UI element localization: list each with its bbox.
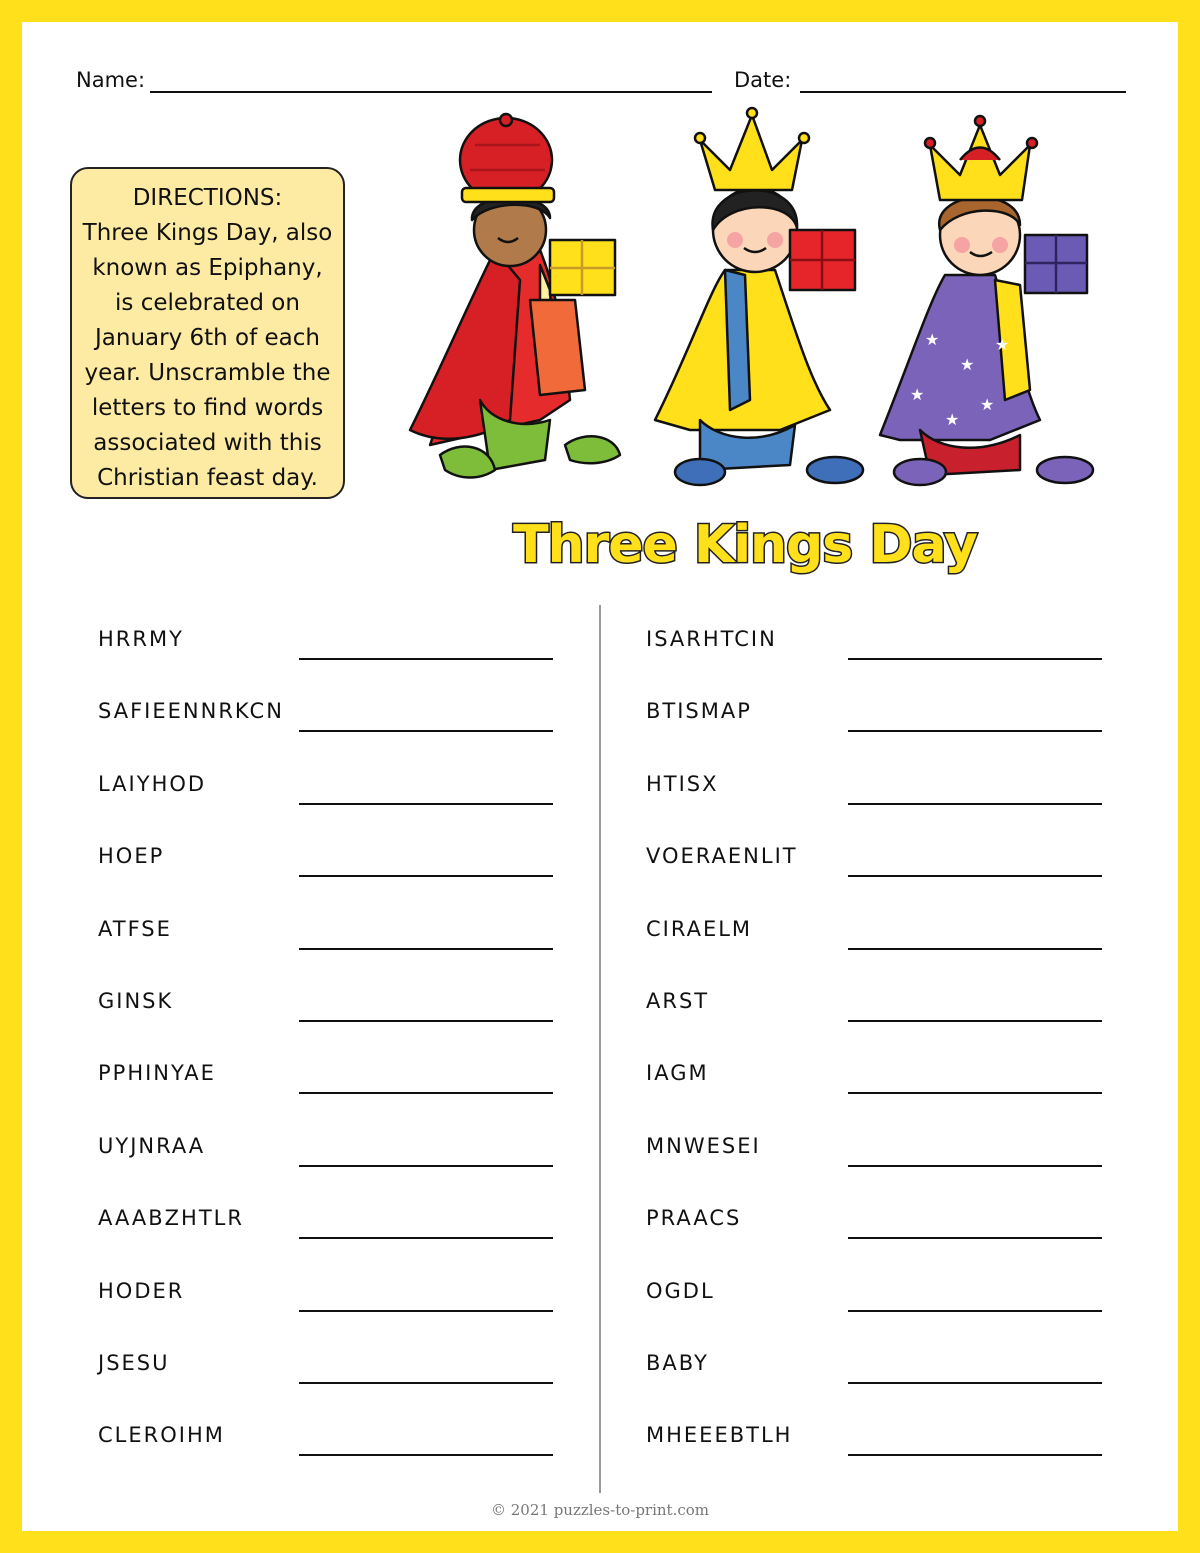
- svg-text:★: ★: [995, 335, 1010, 354]
- answer-line[interactable]: [848, 948, 1102, 950]
- scrambled-word: LAIYHOD: [98, 771, 207, 796]
- king-2-illustration: [655, 108, 863, 485]
- answer-line[interactable]: [299, 875, 553, 877]
- scrambled-word: OGDL: [646, 1278, 715, 1303]
- answer-line[interactable]: [299, 1092, 553, 1094]
- answer-line[interactable]: [848, 1165, 1102, 1167]
- name-field[interactable]: [150, 91, 712, 93]
- scrambled-word: ISARHTCIN: [646, 627, 777, 651]
- answer-line[interactable]: [299, 948, 553, 950]
- answer-line[interactable]: [848, 1310, 1102, 1312]
- directions-line: known as Epiphany,: [92, 255, 323, 281]
- scrambled-word: ATFSE: [98, 916, 172, 941]
- scrambled-word: CLEROIHM: [98, 1423, 225, 1448]
- svg-text:★: ★: [910, 385, 925, 404]
- answer-line[interactable]: [299, 1237, 553, 1239]
- date-label: Date:: [734, 68, 792, 92]
- king-3-illustration: [880, 116, 1093, 485]
- svg-text:★: ★: [960, 355, 975, 374]
- answer-line[interactable]: [848, 803, 1102, 805]
- scrambled-word: UYJNRAA: [98, 1133, 206, 1158]
- answer-line[interactable]: [848, 658, 1102, 660]
- scrambled-word: JSESU: [98, 1351, 170, 1375]
- scrambled-word: BTISMAP: [646, 699, 752, 724]
- scrambled-word: BABY: [646, 1351, 709, 1375]
- answer-line[interactable]: [299, 1454, 553, 1456]
- directions-line: January 6th of each: [95, 325, 320, 351]
- directions-line: letters to find words: [91, 395, 324, 421]
- directions-box: [70, 167, 345, 499]
- directions-line: Christian feast day.: [97, 465, 318, 491]
- answer-line[interactable]: [848, 875, 1102, 877]
- three-kings-illustration: [400, 100, 1110, 500]
- scrambled-word: AAABZHTLR: [98, 1206, 244, 1231]
- scrambled-word: PRAACS: [646, 1206, 742, 1231]
- scrambled-word: MHEEEBTLH: [646, 1423, 793, 1448]
- answer-line[interactable]: [848, 1382, 1102, 1384]
- scrambled-word: ARST: [646, 989, 710, 1013]
- scrambled-word: HODER: [98, 1278, 185, 1303]
- svg-text:★: ★: [945, 410, 960, 429]
- answer-line[interactable]: [299, 730, 553, 732]
- svg-text:★: ★: [925, 330, 940, 349]
- page-title-text: Three Kings Day: [513, 515, 977, 575]
- answer-line[interactable]: [848, 1237, 1102, 1239]
- scrambled-word: VOERAENLIT: [646, 844, 798, 869]
- answer-line[interactable]: [299, 803, 553, 805]
- answer-line[interactable]: [848, 730, 1102, 732]
- page-title: [480, 500, 1020, 585]
- answer-line[interactable]: [299, 1382, 553, 1384]
- copyright-footer: © 2021 puzzles-to-print.com: [490, 1501, 710, 1519]
- answer-line[interactable]: [848, 1454, 1102, 1456]
- scrambled-word: HRRMY: [98, 627, 184, 651]
- directions-line: Three Kings Day, also: [82, 220, 333, 246]
- answer-line[interactable]: [299, 658, 553, 660]
- scrambled-word: GINSK: [98, 989, 174, 1013]
- name-label: Name:: [76, 68, 146, 92]
- directions-line: year. Unscramble the: [84, 360, 331, 386]
- king-1-illustration: [410, 114, 620, 478]
- directions-line: associated with this: [93, 430, 322, 456]
- answer-line[interactable]: [299, 1165, 553, 1167]
- directions-heading: DIRECTIONS:: [132, 185, 283, 211]
- scrambled-word: PPHINYAE: [98, 1061, 216, 1086]
- scrambled-word: CIRAELM: [646, 916, 753, 941]
- scrambled-word: HOEP: [98, 844, 165, 869]
- answer-line[interactable]: [299, 1020, 553, 1022]
- scrambled-word: SAFIEENNRKCN: [98, 699, 284, 724]
- scrambled-word: HTISX: [646, 771, 719, 796]
- date-field[interactable]: [800, 91, 1126, 93]
- column-divider: [599, 605, 601, 1493]
- answer-line[interactable]: [848, 1092, 1102, 1094]
- answer-line[interactable]: [299, 1310, 553, 1312]
- answer-line[interactable]: [848, 1020, 1102, 1022]
- directions-line: is celebrated on: [115, 290, 300, 316]
- scrambled-word: IAGM: [646, 1061, 709, 1086]
- svg-text:★: ★: [980, 395, 995, 414]
- scrambled-word: MNWESEI: [646, 1133, 761, 1158]
